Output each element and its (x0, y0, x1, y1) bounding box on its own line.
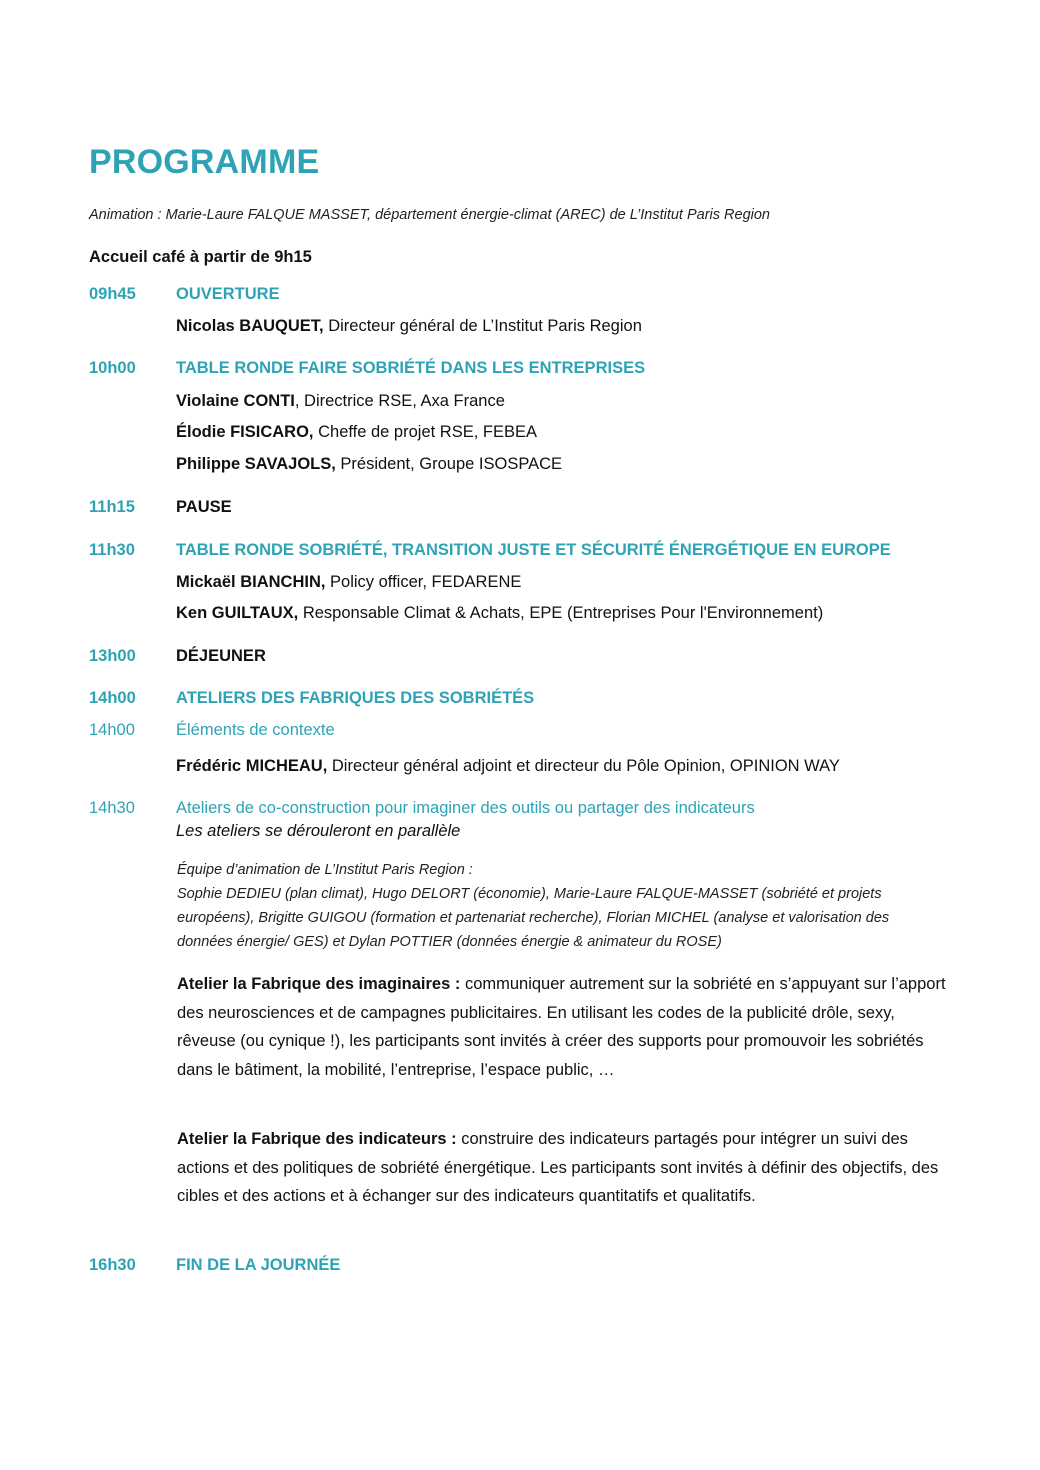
session-subtitle: Les ateliers se dérouleront en parallèle (176, 822, 461, 840)
session-time: 16h30 (89, 1256, 136, 1274)
accueil-note: Accueil café à partir de 9h15 (89, 248, 312, 266)
session-time: 11h30 (89, 541, 135, 559)
session-time: 09h45 (89, 285, 136, 303)
session-title: Ateliers de co-construction pour imaginer des outils ou partager des indicateurs (176, 799, 755, 817)
animation-note: Animation : Marie-Laure FALQUE MASSET, département énergie-climat (AREC) de L’Institut Paris Region (89, 207, 770, 223)
speaker (176, 757, 840, 776)
session-time: 14h00 (89, 721, 135, 739)
speaker-name: Ken GUILTAUX, (176, 604, 299, 622)
speaker-name: Violaine CONTI (176, 392, 295, 410)
speaker-role: Directeur général adjoint et directeur du Pôle Opinion, OPINION WAY (327, 757, 840, 775)
speaker (176, 317, 642, 336)
atelier-description: construire des indicateurs partagés pour intégrer un suivi des actions et des politiques de sobriété énergétique. Les participants sont invités à définir des objectifs, des cibles et des actions et à échanger sur des indicateurs quantitatifs et qualitatifs. (177, 1130, 939, 1205)
speaker-name: Élodie FISICARO, (176, 423, 314, 441)
speaker (176, 604, 823, 623)
speaker-role: Président, Groupe ISOSPACE (335, 455, 563, 473)
session-title: FIN DE LA JOURNÉE (176, 1256, 341, 1274)
speaker (176, 573, 521, 592)
session-time: 14h00 (89, 689, 136, 707)
atelier-description: communiquer autrement sur la sobriété en s’appuyant sur l’apport des neurosciences et de campagnes publicitaires. En utilisant les codes de la publicité drôle, sexy, rêveuse (ou cynique !), les participants sont invités à créer des supports pour promouvoir les sobriétés dans le bâtiment, la mobilité, l’entreprise, l’espace public, … (177, 975, 946, 1079)
speaker-name: Philippe SAVAJOLS, (176, 455, 336, 473)
speaker (176, 392, 505, 411)
atelier-imaginaires (177, 970, 957, 1084)
session-time: 11h15 (89, 498, 135, 516)
speaker (176, 423, 537, 442)
speaker-role: Policy officer, FEDARENE (325, 573, 522, 591)
session-title: OUVERTURE (176, 285, 280, 303)
animation-team (177, 858, 937, 954)
session-time: 14h30 (89, 799, 135, 817)
session-title: PAUSE (176, 498, 232, 516)
speaker-role: Cheffe de projet RSE, FEBEA (313, 423, 537, 441)
page-title: PROGRAMME (89, 143, 320, 181)
session-title: Éléments de contexte (176, 721, 335, 739)
speaker (176, 455, 562, 474)
session-title: DÉJEUNER (176, 647, 266, 665)
session-title: TABLE RONDE FAIRE SOBRIÉTÉ DANS LES ENTREPRISES (176, 359, 646, 377)
speaker-role: Responsable Climat & Achats, EPE (Entreprises Pour l'Environnement) (298, 604, 824, 622)
atelier-indicateurs (177, 1125, 957, 1211)
atelier-name: Atelier la Fabrique des indicateurs : (177, 1130, 457, 1148)
speaker-name: Mickaël BIANCHIN, (176, 573, 326, 591)
team-heading: Équipe d’animation de L’Institut Paris Region : (177, 862, 473, 878)
session-time: 10h00 (89, 359, 136, 377)
speaker-role: , Directrice RSE, Axa France (294, 392, 505, 410)
session-title: ATELIERS DES FABRIQUES DES SOBRIÉTÉS (176, 689, 535, 707)
team-members: Sophie DEDIEU (plan climat), Hugo DELORT (économie), Marie-Laure FALQUE-MASSET (sobriété et projets européens), Brigitte GUIGOU (formation et partenariat recherche), Florian MICHEL (analyse et valorisation des données énergie/ GES) et Dylan POTTIER (données énergie & animateur du ROSE) (177, 886, 890, 950)
speaker-name: Nicolas BAUQUET, (176, 317, 324, 335)
atelier-name: Atelier la Fabrique des imaginaires : (177, 975, 461, 993)
session-time: 13h00 (89, 647, 136, 665)
speaker-role: Directeur général de L’Institut Paris Region (323, 317, 642, 335)
speaker-name: Frédéric MICHEAU, (176, 757, 328, 775)
session-title: TABLE RONDE SOBRIÉTÉ, TRANSITION JUSTE ET SÉCURITÉ ÉNERGÉTIQUE EN EUROPE (176, 541, 891, 559)
